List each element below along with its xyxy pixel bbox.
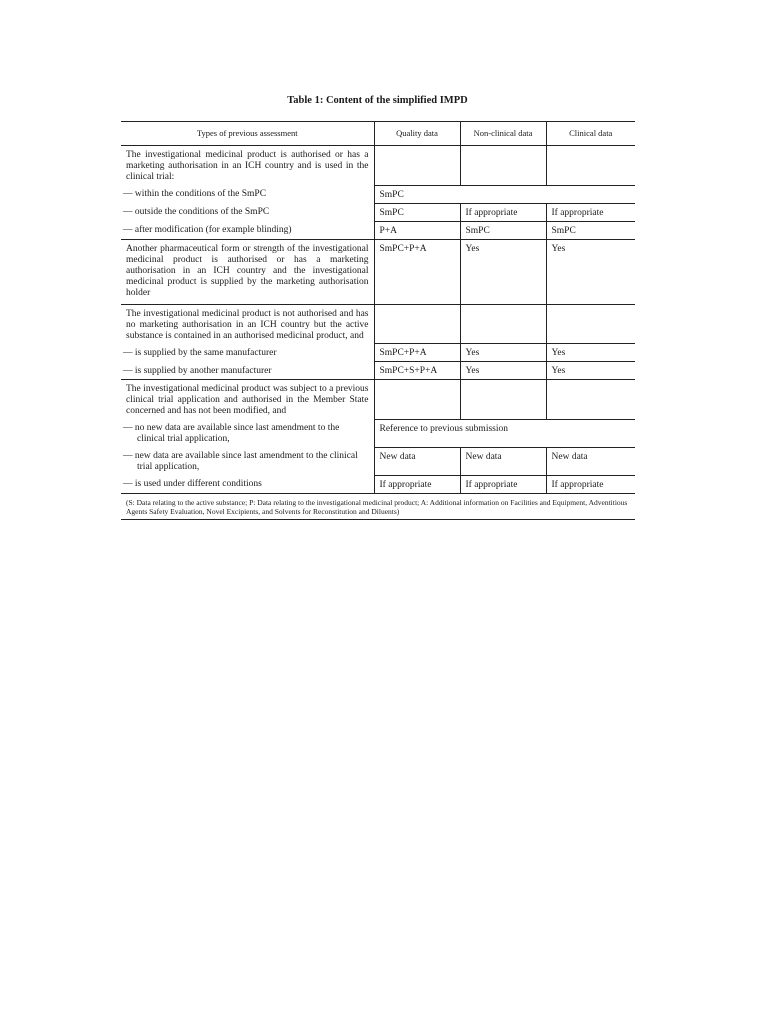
table-row: — is supplied by the same manufacturer SmPC+P+A Yes Yes: [121, 344, 635, 362]
table-row: [121, 146, 635, 186]
table-row: — outside the conditions of the SmPC SmPC If appropriate If appropriate: [121, 203, 635, 221]
table-row: — within the conditions of the SmPC SmPC: [121, 185, 635, 203]
impd-table: [121, 121, 635, 520]
table-row: [121, 304, 635, 344]
table-row: — after modification (for example blinding) P+A SmPC SmPC: [121, 221, 635, 239]
table-footnote: (S: Data relating to the active substance; P: Data relating to the investigational medicinal product; A: Additional information on Facilities and Equipment, Adventitious Agents Safety Evaluation, Novel Excipients, and Solvents for Reconstitution and Diluents): [121, 493, 635, 519]
group4-description: The investigational medicinal product was subject to a previous clinical trial application and authorised in the Member State concerned and has not been modified, and: [126, 384, 369, 416]
table-row: — new data are available since last amendment to the clinical trial application, New data New data New data: [121, 447, 635, 475]
footnote-row: [121, 493, 635, 519]
table-row: — is used under different conditions If appropriate If appropriate If appropriate: [121, 475, 635, 493]
header-clinical: Clinical data: [546, 122, 635, 146]
header-quality: Quality data: [374, 122, 460, 146]
table-title: Table 1: Content of the simplified IMPD: [287, 95, 468, 106]
group2-description: Another pharmaceutical form or strength of the investigational medicinal product is authorised or has a marketing authorisation in an ICH country and the investigational medicinal product is supplied by the marketing authorisation holder: [121, 239, 374, 304]
header-nonclinical: Non-clinical data: [460, 122, 546, 146]
table-row: [121, 380, 635, 420]
group3-description: The investigational medicinal product is not authorised and has no marketing authorisation in an ICH country but the active substance is contained in an authorised medicinal product, and: [126, 308, 369, 341]
group1-description: The investigational medicinal product is authorised or has a marketing authorisation in an ICH country and is used in the clinical trial:: [126, 150, 369, 182]
header-assessment: Types of previous assessment: [121, 122, 374, 146]
table-row: — no new data are available since last amendment to the clinical trial application, Reference to previous submission: [121, 419, 635, 447]
header-row: [121, 122, 635, 146]
table-row: — is supplied by another manufacturer SmPC+S+P+A Yes Yes: [121, 362, 635, 380]
table-row: Another pharmaceutical form or strength of the investigational medicinal product is authorised or has a marketing authorisation in an ICH country and the investigational medicinal product is supplied by the marketing authorisation holder SmPC+P+A Yes Yes: [121, 239, 635, 304]
